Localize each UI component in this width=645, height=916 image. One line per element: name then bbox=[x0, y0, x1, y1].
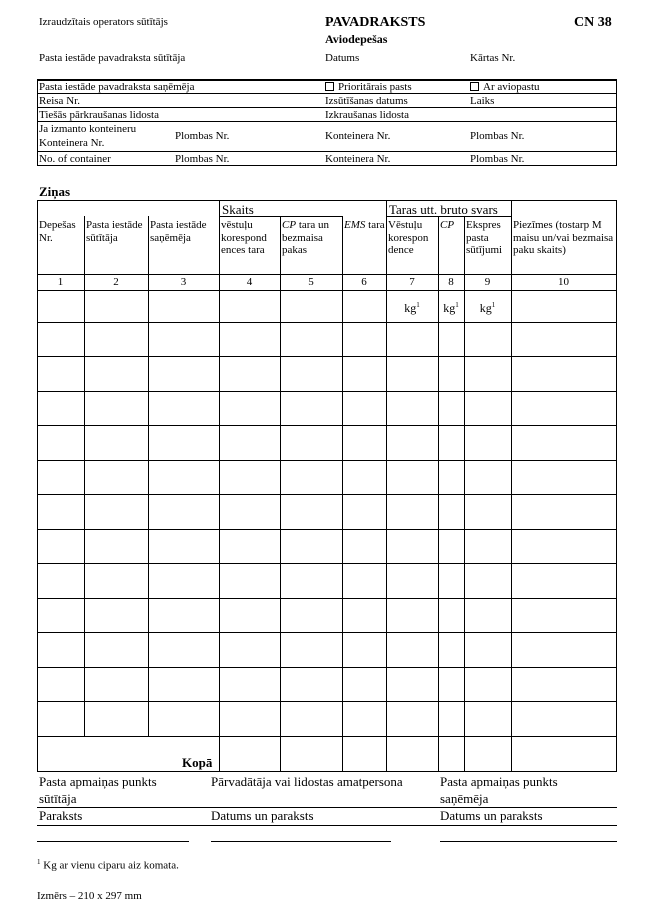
sender-exchange-label: Pasta apmaiņas punkts bbox=[39, 774, 157, 789]
no-of-container-label: No. of container bbox=[39, 153, 111, 165]
col-number: 6 bbox=[361, 276, 367, 288]
date-signature-label: Datums un paraksts bbox=[211, 808, 314, 823]
signature-line-1 bbox=[37, 841, 189, 842]
unit-kg-letters: $kg^1$ bbox=[404, 301, 420, 315]
seal-no-label-3: Plombas Nr. bbox=[175, 153, 230, 165]
form-code: CN 38 bbox=[574, 15, 612, 30]
col-letter-containers: vēstuļu korespond ences tara bbox=[221, 219, 267, 257]
sender-office-label: Pasta iestāde pavadraksta sūtītāja bbox=[39, 52, 186, 64]
signature-line-2 bbox=[211, 841, 391, 842]
col-number: 9 bbox=[484, 276, 491, 288]
col-number: 5 bbox=[308, 276, 314, 288]
col-number: 7 bbox=[409, 276, 415, 288]
time-label: Laiks bbox=[470, 95, 495, 107]
receiver-exchange-label: Pasta apmaiņas punkts bbox=[440, 774, 558, 789]
container-no-label: Konteinera Nr. bbox=[39, 137, 105, 149]
footnote: $^1$ Kg ar vienu ciparu aiz komata. bbox=[37, 858, 179, 872]
direct-transfer-airport-label: Tiešās pārkraušanas lidosta bbox=[39, 109, 159, 121]
col-number: 1 bbox=[57, 276, 64, 288]
flight-no-label: Reisa Nr. bbox=[39, 95, 80, 107]
issuer-label: Izraudzītais operators sūtītājs bbox=[39, 16, 168, 28]
col-receiver-office: Pasta iestāde saņēmēja bbox=[150, 219, 207, 244]
form-title: PAVADRAKSTS bbox=[325, 15, 426, 30]
signature-line-3 bbox=[440, 841, 617, 842]
table-top-rule bbox=[37, 200, 617, 201]
seal-no-label: Plombas Nr. bbox=[175, 130, 230, 142]
seal-no-label-4: Plombas Nr. bbox=[470, 153, 525, 165]
col-number: 8 bbox=[448, 276, 454, 288]
group-count-header: Skaits bbox=[222, 202, 254, 217]
airmail-checkbox[interactable] bbox=[470, 82, 479, 91]
seal-no-label-2: Plombas Nr. bbox=[470, 130, 525, 142]
col-dispatch-no: Depešas Nr. bbox=[39, 219, 76, 244]
sender-exchange-label-2: sūtītāja bbox=[39, 791, 77, 806]
receiver-exchange-label-2: saņēmēja bbox=[440, 791, 489, 806]
group-weight-header: Taras utt. bruto svars bbox=[389, 202, 498, 217]
unit-kg-express: $kg^1$ bbox=[479, 301, 496, 315]
total-label: Kopā bbox=[182, 755, 213, 770]
carrier-official-label: Pārvadātāja vai lidostas amatpersona bbox=[211, 774, 403, 789]
col-sender-office: Pasta iestāde sūtītāja bbox=[86, 219, 143, 244]
col-remarks: Piezīmes (tostarp M maisu un/vai bezmaisa paku skaits) bbox=[513, 219, 614, 257]
container-no-label-3: Konteinera Nr. bbox=[325, 153, 391, 165]
table-bottom-rule bbox=[37, 771, 617, 772]
dispatch-date-label: Izsūtīšanas datums bbox=[325, 95, 408, 107]
airmail-option[interactable]: Ar aviopastu bbox=[470, 81, 540, 93]
date-label: Datums bbox=[325, 52, 360, 64]
priority-mail-checkbox[interactable] bbox=[325, 82, 334, 91]
container-no-label-2: Konteinera Nr. bbox=[325, 130, 391, 142]
col-letter-weight: Vēstuļu korespon dence bbox=[388, 219, 429, 257]
page-size-note: Izmērs – 210 x 297 mm bbox=[37, 890, 142, 902]
col-cp-weight: CP bbox=[440, 219, 455, 231]
date-signature-label-2: Datums un paraksts bbox=[440, 808, 543, 823]
signature-label: Paraksts bbox=[39, 808, 83, 823]
col-number: 3 bbox=[180, 276, 187, 288]
section-title: Ziņas bbox=[39, 184, 71, 199]
col-number: 10 bbox=[558, 276, 569, 288]
container-if-used-label: Ja izmanto konteineru bbox=[39, 123, 137, 135]
col-cp-containers: CP tara un bezmaisa pakas bbox=[282, 219, 330, 257]
col-number: 2 bbox=[113, 276, 119, 288]
receiver-office-label: Pasta iestāde pavadraksta saņēmēja bbox=[39, 81, 195, 93]
unit-kg-cp: $kg^1$ bbox=[443, 301, 459, 315]
col-number: 4 bbox=[246, 276, 253, 288]
serial-no-label: Kārtas Nr. bbox=[470, 52, 516, 64]
unloading-airport-label: Izkraušanas lidosta bbox=[325, 109, 409, 121]
col-ems-containers: EMS tara bbox=[344, 219, 385, 231]
form-subtitle: Aviodepešas bbox=[325, 32, 388, 46]
col-express-weight: Ekspres pasta sūtījumi bbox=[466, 219, 503, 257]
priority-mail-option[interactable]: Prioritārais pasts bbox=[325, 81, 412, 93]
